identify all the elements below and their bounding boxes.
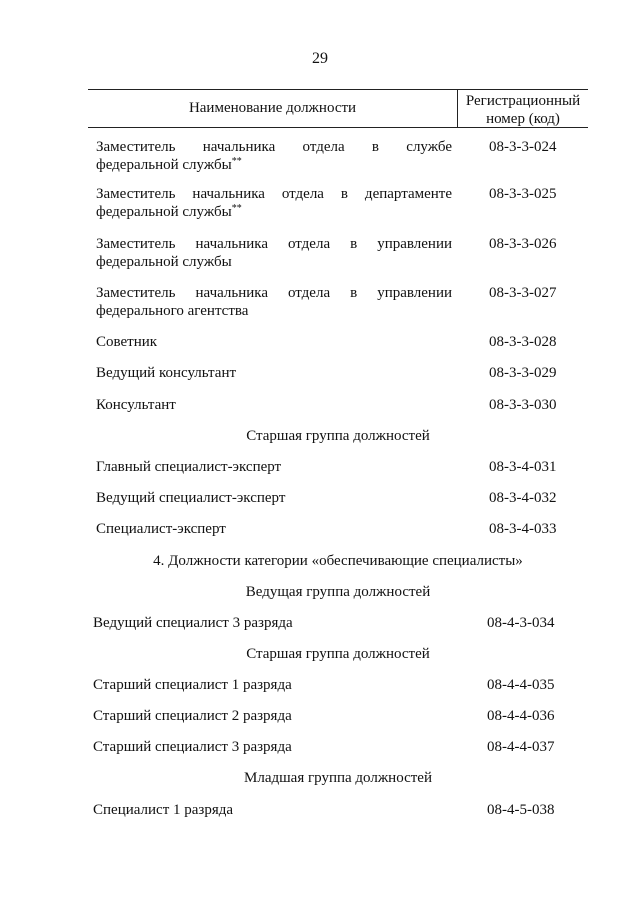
position-name: Старший специалист 1 разряда bbox=[93, 677, 292, 693]
registration-code: 08-3-3-024 bbox=[489, 139, 557, 155]
position-name: Советник bbox=[96, 334, 158, 350]
registration-code: 08-3-3-029 bbox=[489, 365, 557, 381]
registration-code: 08-3-3-030 bbox=[489, 397, 557, 413]
position-name-line2 bbox=[96, 203, 452, 221]
position-name: Главный специалист-эксперт bbox=[96, 459, 282, 475]
position-name-line2: федерального агентства bbox=[96, 303, 249, 319]
section-heading: 4. Должности категории «обеспечивающие специалисты» bbox=[153, 553, 523, 569]
registration-code: 08-4-4-036 bbox=[487, 708, 555, 724]
footnote-mark: ** bbox=[231, 156, 242, 167]
registration-code: 08-3-4-032 bbox=[489, 490, 557, 506]
position-name-line2 bbox=[96, 156, 452, 174]
column-header-code bbox=[458, 92, 588, 128]
footnote-mark: ** bbox=[231, 203, 242, 214]
registration-code: 08-4-5-038 bbox=[487, 802, 555, 818]
group-heading: Младшая группа должностей bbox=[244, 770, 432, 786]
page-number: 29 bbox=[312, 50, 328, 67]
position-name: Старший специалист 3 разряда bbox=[93, 739, 292, 755]
position-name-line1: Заместитель начальника отдела в управлении bbox=[96, 236, 452, 252]
position-name-line1: Заместитель начальника отдела в департаменте bbox=[96, 186, 452, 202]
registration-code: 08-3-3-027 bbox=[489, 285, 557, 301]
position-name: Специалист 1 разряда bbox=[93, 802, 234, 818]
position-name: Ведущий специалист 3 разряда bbox=[93, 615, 293, 631]
column-header-code-line2: номер (код) bbox=[486, 111, 560, 127]
column-header-name: Наименование должности bbox=[188, 100, 357, 116]
group-heading: Старшая группа должностей bbox=[246, 428, 430, 444]
position-name-text: федеральной службы bbox=[96, 204, 232, 220]
position-name: Специалист-эксперт bbox=[96, 521, 226, 537]
registration-code: 08-3-4-033 bbox=[489, 521, 557, 537]
position-name: Старший специалист 2 разряда bbox=[93, 708, 292, 724]
position-name-line1: Заместитель начальника отдела в службе bbox=[96, 139, 452, 155]
position-name: Ведущий консультант bbox=[96, 365, 237, 381]
registration-code: 08-4-4-035 bbox=[487, 677, 555, 693]
position-name-line2: федеральной службы bbox=[96, 254, 232, 270]
registration-code: 08-3-3-025 bbox=[489, 186, 557, 202]
column-header-code-line1: Регистрационный bbox=[465, 93, 581, 109]
registration-code: 08-3-4-031 bbox=[489, 459, 557, 475]
position-name-line1: Заместитель начальника отдела в управлении bbox=[96, 285, 452, 301]
position-name: Ведущий специалист-эксперт bbox=[96, 490, 286, 506]
group-heading: Ведущая группа должностей bbox=[245, 584, 431, 600]
position-name: Консультант bbox=[96, 397, 176, 413]
registration-code: 08-4-3-034 bbox=[487, 615, 555, 631]
registration-code: 08-3-3-028 bbox=[489, 334, 557, 350]
position-name-text: федеральной службы bbox=[96, 157, 232, 173]
registration-code: 08-4-4-037 bbox=[487, 739, 555, 755]
group-heading: Старшая группа должностей bbox=[246, 646, 430, 662]
table-top-rule bbox=[88, 89, 588, 90]
registration-code: 08-3-3-026 bbox=[489, 236, 557, 252]
